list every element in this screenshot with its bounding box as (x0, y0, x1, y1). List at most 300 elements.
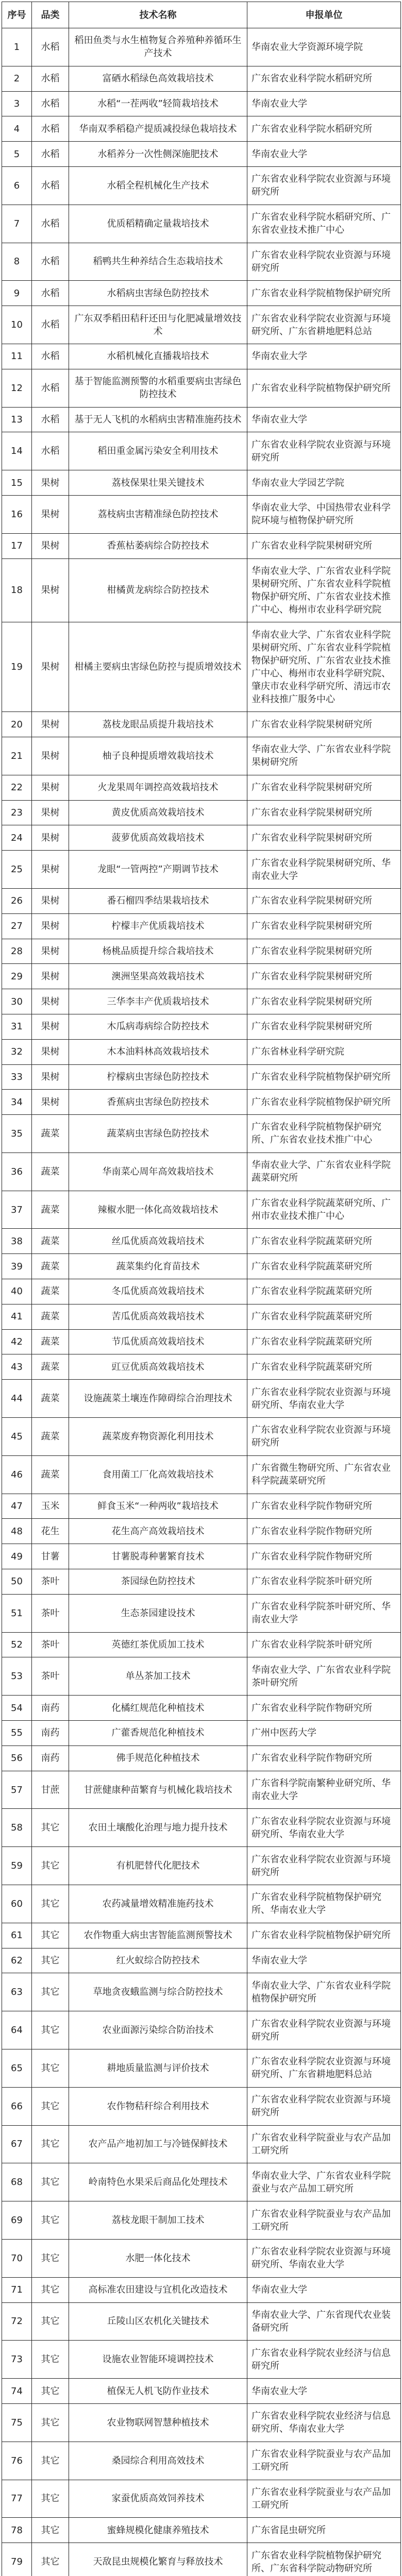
table-row (2, 2087, 401, 2125)
cell-category: 茶叶 (32, 1657, 69, 1696)
table-row (2, 622, 401, 712)
cell-technology-name: 耕地质量监测与评价技术 (69, 2049, 247, 2088)
cell-technology-name: 蔬菜废弃物资源化利用技术 (69, 1418, 247, 1456)
cell-no: 42 (2, 1329, 32, 1354)
cell-category: 其它 (32, 2087, 69, 2125)
table-row (2, 369, 401, 407)
cell-applicant-unit: 广东省农业科学院农业资源与环境研究所 (247, 1847, 401, 1885)
cell-technology-name: 丘陵山区农机化关键技术 (69, 2302, 247, 2341)
cell-technology-name: 荔枝保果壮果关键技术 (69, 470, 247, 496)
cell-technology-name: 家蚕优质高效饲养技术 (69, 2480, 247, 2518)
cell-applicant-unit: 广东省农业科学院蔬菜研究所 (247, 1304, 401, 1329)
cell-no: 51 (2, 1594, 32, 1632)
cell-technology-name: 柠檬丰产优质栽培技术 (69, 913, 247, 939)
cell-no: 43 (2, 1354, 32, 1380)
cell-technology-name: 富硒水稻绿色高效栽培技术 (69, 66, 247, 91)
cell-category: 茶叶 (32, 1632, 69, 1657)
cell-technology-name: 单丛茶加工技术 (69, 1657, 247, 1696)
cell-no: 5 (2, 142, 32, 167)
cell-technology-name: 食用菌工厂化高效栽培技术 (69, 1455, 247, 1494)
cell-no: 75 (2, 2403, 32, 2442)
cell-category: 其它 (32, 2163, 69, 2201)
table-row (2, 1632, 401, 1657)
cell-category: 其它 (32, 1885, 69, 1923)
cell-applicant-unit: 广东省科学院南繁种业研究所、华南农业大学 (247, 1771, 401, 1809)
cell-applicant-unit: 广东省农业科学院植物保护研究所 (247, 1923, 401, 1948)
cell-no: 78 (2, 2518, 32, 2543)
cell-applicant-unit: 广东省农业科学院农业资源与环境研究所 (247, 432, 401, 470)
table-row (2, 775, 401, 800)
cell-applicant-unit: 广东省农业科学院植物保护研究所、华南农业大学 (247, 1885, 401, 1923)
cell-applicant-unit: 广东省农业科学院农业经济与信息研究所 (247, 2341, 401, 2379)
cell-no: 41 (2, 1304, 32, 1329)
cell-no: 50 (2, 1569, 32, 1595)
cell-category: 南药 (32, 1696, 69, 1721)
table-row (2, 2302, 401, 2341)
cell-technology-name: 豇豆优质高效栽培技术 (69, 1354, 247, 1380)
cell-technology-name: 柑橘主要病虫害绿色防控与提质增效技术 (69, 622, 247, 712)
cell-applicant-unit: 广州中医药大学 (247, 1721, 401, 1746)
cell-category: 果树 (32, 712, 69, 737)
cell-technology-name: 丝瓜优质高效栽培技术 (69, 1229, 247, 1254)
cell-technology-name: 苦瓜优质高效栽培技术 (69, 1304, 247, 1329)
cell-no: 73 (2, 2341, 32, 2379)
cell-no: 69 (2, 2201, 32, 2240)
cell-no: 63 (2, 1973, 32, 2011)
cell-category: 其它 (32, 1948, 69, 1973)
cell-technology-name: 火龙果周年调控高效栽培技术 (69, 775, 247, 800)
cell-applicant-unit: 华南农业大学、中国热带农业科学院环境与植物保护研究所 (247, 495, 401, 533)
table-row (2, 989, 401, 1014)
cell-applicant-unit: 广东省农业科学院农业资源与环境研究所、华南农业大学 (247, 1809, 401, 1847)
cell-no: 52 (2, 1632, 32, 1657)
cell-category: 水稻 (32, 281, 69, 306)
cell-technology-name: 有机肥替代化肥技术 (69, 1847, 247, 1885)
cell-category: 蔬菜 (32, 1329, 69, 1354)
cell-no: 66 (2, 2087, 32, 2125)
cell-technology-name: 甘蔗健康种苗繁育与机械化栽培技术 (69, 1771, 247, 1809)
cell-no: 59 (2, 1847, 32, 1885)
cell-no: 68 (2, 2163, 32, 2201)
cell-no: 6 (2, 166, 32, 205)
table-row (2, 1455, 401, 1494)
cell-applicant-unit: 广东省农业科学院蔬菜研究所 (247, 1229, 401, 1254)
cell-no: 24 (2, 825, 32, 851)
cell-no: 12 (2, 369, 32, 407)
cell-no: 1 (2, 28, 32, 66)
table-row (2, 470, 401, 496)
cell-no: 30 (2, 989, 32, 1014)
table-row (2, 1594, 401, 1632)
cell-no: 21 (2, 737, 32, 775)
cell-category: 果树 (32, 851, 69, 889)
cell-no: 13 (2, 407, 32, 432)
cell-technology-name: 水稻病虫害绿色防控技术 (69, 281, 247, 306)
cell-no: 31 (2, 1014, 32, 1039)
cell-applicant-unit: 广东省农业科学院果树研究所 (247, 939, 401, 964)
cell-technology-name: 甘薯脱毒种薯繁育技术 (69, 1544, 247, 1569)
cell-technology-name: 冬瓜优质高效栽培技术 (69, 1279, 247, 1304)
table-row (2, 2379, 401, 2404)
cell-applicant-unit: 广东省农业科学院农业资源与环境研究所、广东省耕地肥料总站 (247, 2049, 401, 2088)
header-unit: 申报单位 (247, 2, 401, 28)
cell-technology-name: 农产品产地初加工与冷链保鲜技术 (69, 2125, 247, 2163)
cell-technology-name: 稻鸭共生种养结合生态栽培技术 (69, 243, 247, 281)
cell-category: 果树 (32, 1090, 69, 1115)
cell-category: 果树 (32, 470, 69, 496)
cell-category: 果树 (32, 913, 69, 939)
cell-category: 玉米 (32, 1494, 69, 1519)
cell-technology-name: 水稻机械化直播栽培技术 (69, 344, 247, 369)
header-category: 品类 (32, 2, 69, 28)
cell-no: 79 (2, 2543, 32, 2576)
cell-no: 39 (2, 1254, 32, 1279)
cell-technology-name: 农药减量增效精准施药技术 (69, 1885, 247, 1923)
cell-applicant-unit: 广东省农业科学院作物研究所 (247, 1494, 401, 1519)
cell-applicant-unit: 广东省农业科学院水稻研究所、广东省农业技术推广中心 (247, 205, 401, 243)
table-row (2, 243, 401, 281)
table-header-row (2, 2, 401, 28)
cell-no: 29 (2, 964, 32, 989)
cell-technology-name: 英德红茶优质加工技术 (69, 1632, 247, 1657)
table-row (2, 1039, 401, 1064)
header-name: 技术名称 (69, 2, 247, 28)
table-row (2, 2341, 401, 2379)
table-row (2, 344, 401, 369)
cell-category: 甘薯 (32, 1544, 69, 1569)
cell-no: 14 (2, 432, 32, 470)
table-row (2, 1064, 401, 1090)
cell-category: 其它 (32, 2341, 69, 2379)
cell-no: 53 (2, 1657, 32, 1696)
table-row (2, 1229, 401, 1254)
cell-no: 49 (2, 1544, 32, 1569)
cell-applicant-unit: 广东省农业科学院果树研究所 (247, 913, 401, 939)
cell-category: 其它 (32, 2277, 69, 2302)
cell-technology-name: 三华李丰产优质栽培技术 (69, 989, 247, 1014)
cell-technology-name: 基于无人飞机的水稻病虫害精准施药技术 (69, 407, 247, 432)
cell-no: 38 (2, 1229, 32, 1254)
cell-category: 其它 (32, 2239, 69, 2277)
cell-technology-name: 龙眼“一管两控”产期调节技术 (69, 851, 247, 889)
table-row (2, 558, 401, 622)
table-row (2, 432, 401, 470)
cell-technology-name: 菠萝优质高效栽培技术 (69, 825, 247, 851)
cell-no: 47 (2, 1494, 32, 1519)
cell-applicant-unit: 华南农业大学 (247, 407, 401, 432)
cell-no: 25 (2, 851, 32, 889)
cell-applicant-unit: 广东省农业科学院蔬菜研究所 (247, 1329, 401, 1354)
cell-technology-name: 佛手规范化种植技术 (69, 1745, 247, 1771)
cell-category: 果树 (32, 622, 69, 712)
cell-category: 水稻 (32, 243, 69, 281)
cell-applicant-unit: 广东省农业科学院果树研究所 (247, 888, 401, 913)
cell-category: 茶叶 (32, 1594, 69, 1632)
cell-applicant-unit: 广东省农业科学院蚕业与农产品加工研究所 (247, 2125, 401, 2163)
cell-category: 其它 (32, 1973, 69, 2011)
cell-category: 其它 (32, 2379, 69, 2404)
cell-applicant-unit: 广东省农业科学院蔬菜研究所 (247, 1279, 401, 1304)
cell-category: 水稻 (32, 66, 69, 91)
cell-no: 8 (2, 243, 32, 281)
table-row (2, 2011, 401, 2049)
table-row (2, 2163, 401, 2201)
cell-category: 其它 (32, 2125, 69, 2163)
header-no: 序号 (2, 2, 32, 28)
cell-technology-name: 澳洲坚果高效栽培技术 (69, 964, 247, 989)
cell-applicant-unit: 华南农业大学、广东省农业科学院果树研究所、广东省农业科学院植物保护研究所、广东省农业技术推广中心、梅州市农业科学研究院 (247, 558, 401, 622)
cell-technology-name: 基于智能监测预警的水稻重要病虫害绿色防控技术 (69, 369, 247, 407)
cell-category: 果树 (32, 1014, 69, 1039)
cell-category: 果树 (32, 989, 69, 1014)
cell-category: 其它 (32, 2049, 69, 2088)
cell-no: 40 (2, 1279, 32, 1304)
cell-no: 60 (2, 1885, 32, 1923)
cell-category: 蔬菜 (32, 1254, 69, 1279)
cell-no: 11 (2, 344, 32, 369)
cell-no: 74 (2, 2379, 32, 2404)
cell-technology-name: 茶园绿色防控技术 (69, 1569, 247, 1595)
cell-no: 72 (2, 2302, 32, 2341)
table-row (2, 2277, 401, 2302)
table-row (2, 1544, 401, 1569)
table-row (2, 1721, 401, 1746)
table-row (2, 2125, 401, 2163)
cell-category: 其它 (32, 2201, 69, 2240)
cell-applicant-unit: 华南农业大学、广东省农业科学院果树研究所、广东省农业科学院植物保护研究所、广东省农业技术推广中心、梅州市农业科学研究院、肇庆市农业科学研究所、清远市农业科技推广服务中心 (247, 622, 401, 712)
cell-category: 甘蔗 (32, 1771, 69, 1809)
cell-no: 56 (2, 1745, 32, 1771)
table-row (2, 1380, 401, 1418)
cell-technology-name: 农业面源污染综合防治技术 (69, 2011, 247, 2049)
cell-applicant-unit: 华南农业大学 (247, 344, 401, 369)
cell-category: 其它 (32, 2543, 69, 2576)
cell-technology-name: 高标准农田建设与宜机化改造技术 (69, 2277, 247, 2302)
cell-applicant-unit: 华南农业大学园艺学院 (247, 470, 401, 496)
cell-no: 64 (2, 2011, 32, 2049)
cell-category: 蔬菜 (32, 1229, 69, 1254)
cell-technology-name: 红火蚁综合防控技术 (69, 1948, 247, 1973)
table-row (2, 888, 401, 913)
cell-applicant-unit: 广东省农业科学院农业资源与环境研究所 (247, 166, 401, 205)
cell-no: 3 (2, 91, 32, 116)
cell-no: 71 (2, 2277, 32, 2302)
cell-applicant-unit: 广东省农业科学院果树研究所 (247, 775, 401, 800)
cell-technology-name: 稻田鱼类与水生植物复合养殖种养循环生产技术 (69, 28, 247, 66)
cell-no: 57 (2, 1771, 32, 1809)
cell-category: 其它 (32, 2011, 69, 2049)
cell-category: 水稻 (32, 91, 69, 116)
cell-category: 其它 (32, 1847, 69, 1885)
cell-category: 果树 (32, 1039, 69, 1064)
cell-technology-name: 化橘红规范化种植技术 (69, 1696, 247, 1721)
cell-no: 7 (2, 205, 32, 243)
table-row (2, 1809, 401, 1847)
cell-applicant-unit: 广东省农业科学院果树研究所 (247, 533, 401, 558)
cell-applicant-unit: 广东省农业科学院农业资源与环境研究所、华南农业大学 (247, 2239, 401, 2277)
cell-technology-name: 草地贪夜蛾监测与综合防控技术 (69, 1973, 247, 2011)
cell-applicant-unit: 华南农业大学 (247, 1948, 401, 1973)
cell-applicant-unit: 广东省农业科学院果树研究所 (247, 989, 401, 1014)
cell-technology-name: 木瓜病毒病综合防控技术 (69, 1014, 247, 1039)
cell-category: 水稻 (32, 344, 69, 369)
cell-applicant-unit: 广东省农业科学院作物研究所 (247, 1745, 401, 1771)
cell-technology-name: 柠檬病虫害绿色防控技术 (69, 1064, 247, 1090)
cell-technology-name: 节瓜优质高效栽培技术 (69, 1329, 247, 1354)
table-row (2, 1090, 401, 1115)
cell-category: 其它 (32, 2302, 69, 2341)
cell-technology-name: 岭南特色水果采后商品化处理技术 (69, 2163, 247, 2201)
cell-applicant-unit: 广东省农业科学院水稻研究所 (247, 116, 401, 142)
cell-no: 2 (2, 66, 32, 91)
cell-applicant-unit: 广东省农业科学院果树研究所 (247, 1014, 401, 1039)
cell-category: 其它 (32, 1923, 69, 1948)
cell-applicant-unit: 华南农业大学、广东省农业科学院果树研究所 (247, 737, 401, 775)
cell-no: 76 (2, 2442, 32, 2480)
cell-no: 65 (2, 2049, 32, 2088)
cell-applicant-unit: 广东省林业科学研究院 (247, 1039, 401, 1064)
table-row (2, 2201, 401, 2240)
cell-no: 45 (2, 1418, 32, 1456)
cell-applicant-unit: 广东省农业科学院作物研究所 (247, 1544, 401, 1569)
table-row (2, 1923, 401, 1948)
cell-applicant-unit: 广东省农业科学院农业资源与环境研究所 (247, 1418, 401, 1456)
cell-applicant-unit: 广东省农业科学院蚕业与农产品加工研究所 (247, 2201, 401, 2240)
cell-category: 蔬菜 (32, 1354, 69, 1380)
table-row (2, 495, 401, 533)
table-row (2, 116, 401, 142)
table-row (2, 939, 401, 964)
cell-applicant-unit: 广东省农业科学院蔬菜研究所、广州市农业技术推广中心 (247, 1191, 401, 1229)
cell-no: 27 (2, 913, 32, 939)
cell-category: 其它 (32, 1809, 69, 1847)
cell-technology-name: 蜜蜂规模化健康养殖技术 (69, 2518, 247, 2543)
table-row (2, 306, 401, 344)
table-row (2, 1153, 401, 1191)
cell-category: 其它 (32, 2518, 69, 2543)
cell-category: 水稻 (32, 166, 69, 205)
cell-technology-name: 植保无人机飞防作业技术 (69, 2379, 247, 2404)
table-row (2, 1745, 401, 1771)
cell-applicant-unit: 广东省农业科学院植物保护研究所、广东省农业技术推广中心 (247, 1115, 401, 1153)
cell-category: 南药 (32, 1721, 69, 1746)
cell-category: 水稻 (32, 205, 69, 243)
cell-no: 54 (2, 1696, 32, 1721)
cell-technology-name: 水稻养分一次性侧深施肥技术 (69, 142, 247, 167)
cell-technology-name: 杨桃品质提升综合栽培技术 (69, 939, 247, 964)
cell-applicant-unit: 广东省农业科学院茶叶研究所、华南农业大学 (247, 1594, 401, 1632)
cell-technology-name: 广藿香规范化种植技术 (69, 1721, 247, 1746)
cell-applicant-unit: 广东省农业科学院植物保护研究所 (247, 1064, 401, 1090)
cell-category: 果树 (32, 1064, 69, 1090)
table-row (2, 166, 401, 205)
cell-no: 17 (2, 533, 32, 558)
cell-applicant-unit: 广东省农业科学院农业资源与环境研究所、广东省耕地肥料总站 (247, 306, 401, 344)
cell-technology-name: 鲜食玉米“一种两收”栽培技术 (69, 1494, 247, 1519)
cell-applicant-unit: 华南农业大学、广东省农业科学院植物保护研究所 (247, 1973, 401, 2011)
cell-applicant-unit: 广东省农业科学院蔬菜研究所 (247, 1354, 401, 1380)
cell-applicant-unit: 广东省昆虫研究所 (247, 2518, 401, 2543)
cell-applicant-unit: 广东省农业科学院作物研究所 (247, 1696, 401, 1721)
cell-no: 34 (2, 1090, 32, 1115)
cell-applicant-unit: 华南农业大学、广东省现代农业装备研究所 (247, 2302, 401, 2341)
table-row (2, 2442, 401, 2480)
cell-category: 水稻 (32, 142, 69, 167)
cell-applicant-unit: 广东省农业科学院茶叶研究所 (247, 1569, 401, 1595)
cell-no: 19 (2, 622, 32, 712)
cell-technology-name: 水稻“一茬两收”轻简栽培技术 (69, 91, 247, 116)
cell-applicant-unit: 广东省农业科学院农业经济与信息研究所、华南农业大学 (247, 2403, 401, 2442)
cell-applicant-unit: 广东省农业科学院水稻研究所 (247, 66, 401, 91)
cell-applicant-unit: 广东省农业科学院果树研究所 (247, 712, 401, 737)
table-row (2, 1329, 401, 1354)
cell-applicant-unit: 广东省农业科学院蔬菜研究所 (247, 1254, 401, 1279)
table-row (2, 851, 401, 889)
cell-technology-name: 辣椒水肥一体化高效栽培技术 (69, 1191, 247, 1229)
cell-no: 4 (2, 116, 32, 142)
table-row (2, 533, 401, 558)
cell-technology-name: 水稻全程机械化生产技术 (69, 166, 247, 205)
table-row (2, 2049, 401, 2088)
cell-applicant-unit: 华南农业大学 (247, 2277, 401, 2302)
cell-technology-name: 荔枝龙眼品质提升栽培技术 (69, 712, 247, 737)
table-row (2, 1771, 401, 1809)
cell-technology-name: 香蕉病虫害绿色防控技术 (69, 1090, 247, 1115)
table-body (2, 28, 401, 2576)
table-row (2, 1014, 401, 1039)
cell-applicant-unit: 广东省农业科学院植物保护研究所 (247, 281, 401, 306)
cell-technology-name: 华南菜心周年高效栽培技术 (69, 1153, 247, 1191)
cell-no: 28 (2, 939, 32, 964)
cell-no: 9 (2, 281, 32, 306)
cell-category: 果树 (32, 737, 69, 775)
cell-category: 蔬菜 (32, 1418, 69, 1456)
cell-technology-name: 黄皮优质高效栽培技术 (69, 800, 247, 825)
cell-category: 水稻 (32, 407, 69, 432)
table-row (2, 1494, 401, 1519)
cell-applicant-unit: 广东省农业科学院果树研究所 (247, 964, 401, 989)
cell-applicant-unit: 华南农业大学 (247, 2379, 401, 2404)
table-row (2, 205, 401, 243)
cell-technology-name: 番石榴四季结果栽培技术 (69, 888, 247, 913)
cell-category: 花生 (32, 1519, 69, 1544)
cell-technology-name: 柚子良种提质增效栽培技术 (69, 737, 247, 775)
cell-category: 果树 (32, 533, 69, 558)
cell-applicant-unit: 广东省农业科学院蚕业与农产品加工研究所 (247, 2480, 401, 2518)
table-row (2, 1115, 401, 1153)
cell-category: 其它 (32, 2442, 69, 2480)
cell-category: 果树 (32, 888, 69, 913)
cell-no: 23 (2, 800, 32, 825)
cell-technology-name: 柑橘黄龙病综合防控技术 (69, 558, 247, 622)
cell-applicant-unit: 华南农业大学、广东省农业科学院茶叶研究所 (247, 1657, 401, 1696)
cell-category: 果树 (32, 939, 69, 964)
table-row (2, 1885, 401, 1923)
cell-technology-name: 天敌昆虫规模化繁育与释放技术 (69, 2543, 247, 2576)
cell-technology-name: 设施农业智能环境调控技术 (69, 2341, 247, 2379)
cell-no: 36 (2, 1153, 32, 1191)
cell-no: 15 (2, 470, 32, 496)
cell-no: 44 (2, 1380, 32, 1418)
cell-category: 水稻 (32, 28, 69, 66)
table-row (2, 1279, 401, 1304)
cell-no: 46 (2, 1455, 32, 1494)
cell-category: 水稻 (32, 116, 69, 142)
table-row (2, 2543, 401, 2576)
cell-technology-name: 荔枝龙眼干制加工技术 (69, 2201, 247, 2240)
cell-technology-name: 香蕉枯萎病综合防控技术 (69, 533, 247, 558)
cell-applicant-unit: 华南农业大学资源环境学院 (247, 28, 401, 66)
